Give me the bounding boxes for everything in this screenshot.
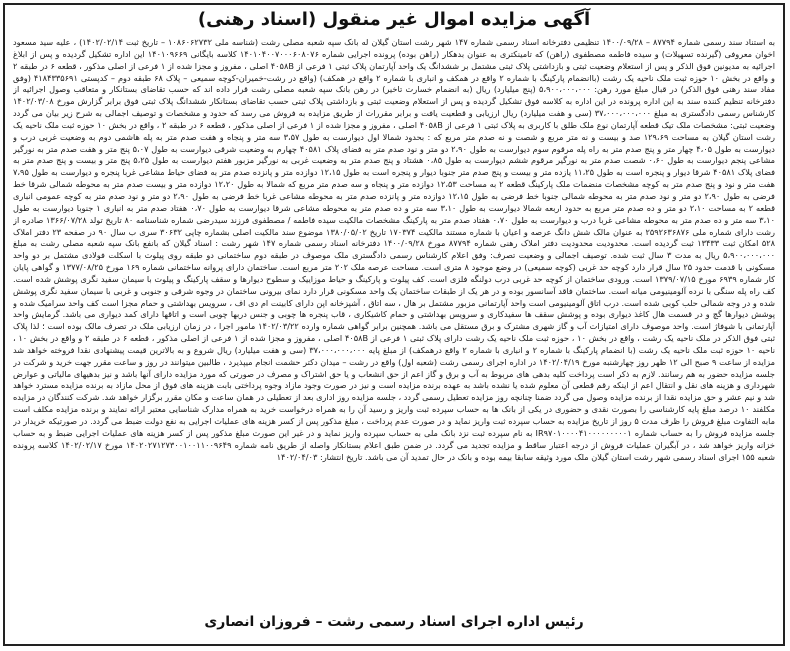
notice-paragraph: به استناد سند رسمی شماره ۸۷۷۹۴ – ۱۴۰۰/۰۹/۲۸ تنظیمی دفترخانه اسناد رسمی شماره ۱۴۷ شهر رشت استان گیلان له بانک سپه شعبه مصلی رشت (شناسه ملی ۱۰۸۶۰۶۲۷۳۲ – تاریخ ثبت ۱۴۰۲/۰۲/۱۴) ، علیه سید مسعود اخوان معروفی (گیرنده تسهیلات) و سیده فاطمه مصطفوی (راهن) که تامینکتری به عنوان بدهکار (راهن بوده) پرونده اجرایی شماره ۱۴۰۱۰۴۰۰۷۰۰۰۶۰۸۰۷۶ کلاسه بایگانی ۱۴۰۱۰۹۶۶۹ این اداره تشکیل گردیده و پس از ابلاغ اجرائیه به مدیونین فوق الذکر و پس از استعلام وضعیت ثبتی و بازداشتی پلاک ثبتی مشتمل بر ششدانگ یک واحد آپارتمان پلاک ثبتی ۱ فرعی از ۴۰۵۸B اصلی ، مفروز و مجزا شده از ۱ فرعی از اصلی مذکور ، قطعه ۶ در طبقه ۲ و واقع در بخش ۱۰ حوزه ثبت ملک ناحیه یک رشت (باانضمام پارکینگ با شماره ۲ واقع در همکف و انباری با شماره ۲ واقع در همکف) (واقع در رشت-خمیران-کوچه سمیعی – پلاک ۶۸ طبقه دوم – کدپستی ۴۱۸۴۳۳۵۶۹۱ (وفق مفاد سند رهنی فوق الذکر) در قبال مبلغ مورد رهن: ۵،۹۰۰،۰۰۰،۰۰۰ (پنج میلیارد) ریال (به انضمام خسارت تاخیر) در رهن بانک سپه شعبه مصلی رشت قرار داده اند که حسب تقاضای بستانکار و متعاقب وصول اجرائیه از دفترخانه تنظیم کننده سند به این اداره پرونده در این اداره به کلاسه فوق تشکیل گردیده و پس از استعلام وضعیت ثبتی و بازداشتی پلاک ثبتی حسب تقاضای بستانکار ششدانگ پلاک ثبتی فوق برابر گزارش مورخ ۱۴۰۲/۰۳/۰۸ کارشناس رسمی دادگستری به مبلغ ۳۷،۰۰۰،۰۰۰،۰۰۰ (سی و هفت میلیارد) ریال ارزیابی و قطعیت یافت و برابر مقررات از طریق مزایده به فروش می رسد که حدود و مشخصات و توصیف اجمالی به شرح زیر بیان می گردد وضعیت ثبتی: مشخصات ملک تیک قطعه آپارتمان نوع ملک طلق با کاربری به پلاک ثبتی ۱ فرعی از ۴۰۵۸B اصلی ، مفروز و مجزا شده از ۱ فرعی از اصلی مذکور ، قطعه ۶ در طبقه ۲ ، واقع در بخش ۱۰ حوزه ثبت ملک ناحیه یک رشت استان گیلان به مساحت ۱۲۹،۶۹ صد و بیست و نه متر مربع و شصت و نه صدم متر مربع که : بحدود شمالا اول دیوارست به طول ۳،۵۷ سه متر و پنجاه و هفت صدم متر به پله هاشمی دوم به وضعیت غربی درب و دیوارست به طول ۴،۰۵ چهار متر و پنج صدم متر به راه پله مرقوم سوم دیوارست به طول ۲،۹۰ دو متر و نود صدم متر به فضای پلاک ۴۰۵۸۱ چهارم به وضعیت شرقی دیوارست به طول ۵،۰۷ پنج متر و هفت صدم متر به نورگیر مشاعی پنجم دیوارست به طول ۰،۶۰ شصت صدم متر به نورگیر مرقوم ششم دیوارست به طول ۰،۸۵ هشتاد و پنج صدم متر به وضعیت غربی به نورگیر مزبور هفتم دیوارست به طول ۵،۲۵ پنج متر و بیست و پنج صدم متر به فضای پلاک ۴۰۵۸۱ شرقا دیوار و پنجره است به طول ۱۱،۲۵ یازده متر و بیست و پنج صدم متر جنوبا دیوار و پنجره است به طول ۱۲،۱۵ دوازده متر و پانزده صدم متر به فضای حیاط مشاعی غربا پنجره و دیوارست به طول ۷،۹۵ هفت متر و نود و پنج صدم متر به کوچه مشخصات منضمات ملک پارکینگ قطعه ۲ به مساحت ۱۲،۵۳ دوازده متر و پنجاه و سه صدم متر مربع که شمالا به طول ۱۲،۲۰ دوازده متر و بیست صدم متر به محوطه شمالی شرقا خط فرضی به طول ۲،۹۰ دو متر و نود صدم متر به محوطه شمالی جنوبا خط فرضی به طول ۱۲،۱۵ دوازده متر و پانزده صدم متر به محوطه مشاعی غربا خط فرضی به طول ۲،۹۰ دو متر و نود صدم متر به کوچه عمومی انباری قطعه ۲ به مساحت ۲،۱۰ دو متر و ده صدم متر مربع به حدود اربعه شمالا دیوارست به طول ۳،۱۰ سه متر و ده صدم متر به محوطه مشاعی شرقا دیوارست به طول ۰،۷۰ هفتاد صدم متر به انباری ۱ جنوبا دیوارست به طول ۳،۱۰ سه متر و ده صدم متر به محوطه مشاعی غربا درب و دیوارست به طول ۰،۷۰ هفتاد صدم متر به پارکینگ مشخصات مالکیت سیده فاطمه / مصطفوی فرزند سیدرضی شماره شناسنامه ۸۰ تاریخ تولد ۱۳۶۶/۰۷/۲۸ صادره از رشت دارای شماره ملی ۲۵۹۲۶۳۶۸۷۶ به عنوان مالک شش دانگ عرصه و اعیان با شماره مستند مالکیت ۱۷۰۳۷۴ تاریخ ۱۳۸۰/۰۵/۰۲ موضوع سند مالکیت اصلی بشماره چاپی ۳۰۶۳۲ سری ب سال ۹۰ در صفحه ۲۳ دفتر املاک ۵۲۸ امکان ثبت ۱۳۴۳۳ ثبت گردیده است. محدودیت محدودیت دفتر املاک رهنی شماره ۸۷۷۹۴ مورخ ۱۴۰۰/۰۹/۲۸ دفترخانه اسناد رسمی شماره ۱۴۷ شهر رشت : اسناد گیلان که بانفع بانک سپه شعبه مصلی رشت به مبلغ ۵،۹۰۰،۰۰۰،۰۰۰ ریال به مدت ۳ سال ثبت شده. توصیف اجمالی و وضعیت تصرف: وفق اعلام کارشناس رسمی دادگستری ملک موصوف در طبقه دوم ساختمانی دو طبقه روی پیلوت با اسکلت فولادی مشتمل بر دو واحد مسکونی با قدمت حدود ۲۵ سال قرار دارد کوچه حد غربی (کوچه سمیعی) در وضع موجود ۸ متری است. مساحت عرصه ملک ۲۰۲ متر مربع است. ساختمان دارای پروانه ساختمانی شماره ۱۶۹ مورخ ۱۳۷۷/۰۸/۲۵ و گواهی پایان کار شماره ۶۹۳۹ مورخ ۱۳۷۹/۰۷/۱۵ است. ورودی ساختمان از کوچه حد غربی درب دولنگه فلزی است. کف پیلوت و پارکینگ و حیاط موزاییک و سطوح دیوارها و سقف پارکینگ و پیلوت با سیمان سفید نگری پوشش شده است. کف راه پله سنگی با نرده آلومینیومی میانه است. ساختمان فاقد آسانسور بوده و در هر یک از طبقات ساختمان یک واحد مسکونی قرار دارد نمای بیرونی ساختمان در وجوه شرقی و جنوبی و غربی با سیمان سفید نگری پوشش شده و در وجه شمالی حلب کوبی شده است. درب اتاق آلومینیومی است واحد آپارتمانی مزبور مشتمل بر هال ، سه اتاق ، آشپزخانه اپن دارای کابینت ام دی اف ، سرویس بهداشتی و حمام مجزا است کف واحد سرامیک شده و پوشش دیوارها گچ و در قسمت هال کاغذ دیواری بوده و پوشش سقف ها سفیدکاری و سرویس بهداشتی و حمام کاشیکاری ، قاب پنجره ها چوبی و جنس دربها چوبی است و اتاقها دارای کمد دیواری می باشد. گرمایش واحد آپارتمانی با شوفاژ است. واحد موصوف دارای امتیازات آب و گاز شهری مشترک و برق مستقل می باشد. همچنین برابر گواهی شماره وارده ۱۴۰۲/۰۳/۲۲ مامور اجرا ، در زمان ارزیابی ملک در تصرف مالک بوده است ؛ لذا پلاک ثبتی فوق الذکر در ملک ناحیه یک رشت ، واقع در بخش ۱۰ ، حوزه ثبت ملک ناحیه یک رشت دارای پلاک ثبتی ۱ فرعی از ۴۰۵۸B اصلی ، مفروز و مجزا شده از ۱ فرعی از اصلی مذکور ، قطعه ۶ در طبقه ۲ و واقع در بخش ۱۰ ، ناحیه ۱۰ حوزه ثبت ملک ناحیه یک رشت (با انضمام پارکینگ با شماره ۲ و انباری با شماره ۲ واقع درهمکف) از مبلغ پایه ۳۷،۰۰۰،۰۰۰،۰۰۰ (سی و هفت میلیارد) ریال شروع و به بالاترین قیمت پیشنهادی نقدا فروخته خواهد شد مزایده از ساعت ۹ صبح الی ۱۲ ظهر روز چهارشنبه مورخ ۱۴۰۲/۰۴/۱۹ در اداره اجرای رسمی رشت (شعبه اول) واقع در رشت – میدان دکتر حشمت انجام میپذیرد ، طالبین میتوانند در روز و ساعت مقرر جهت خرید و شرکت در جلسه مزایده حضور به هم رسانند. لازم به ذکر است پرداخت کلیه بدهی های مربوط به آب و برق و گاز اعم از حق انشعاب و یا حق اشتراک و مصرف در صورتی که مورد مزایده دارای آنها باشد و نیز بدهیهای مالیاتی و عوارض شهرداری و هزینه های نقل و انتقال اعم از اینکه رقم قطعی آن معلوم شده یا نشده باشد به عهده برنده مزایده است و نیز در صورت وجود مازاد وجوه پرداختی بابت هزینه های فوق از محل مازاد به برنده مزایده مسترد خواهد شد و نیم عشر و حق مزایده نقدا از برنده مزایده وصول می گردد ضمنا چنانچه روز مزایده تعطیل رسمی گردد ، جلسه مزایده روز اداری بعد از تعطیلی در همان ساعت و مکان مقرر برگزار خواهد شد. شرکت کنندگان در مزایده مکلفند ۱۰ درصد مبلغ پایه کارشناسی را بصورت نقدی و حضوری در یکی از بانک ها به حساب سپرده ثبت واریز و رسید آن را به همراه درخواست خرید به همراه مدارک شناسایی معتبر ارائه نمایند و برنده مزایده مکلف است مابه التفاوت مبلغ فروش را ظرف مدت ۵ روز از تاریخ مزایده به حساب سپرده ثبت واریز نماید و در صورت عدم پرداخت ، مبلغ مذکور پس از کسر هزینه های عملیات اجرایی به نفع دولت ضبط می گردد. در صورتیکه خریدار در جلسه مزایده فروش را به حساب شماره IR۹۷۰۱۰۰۰۰۴۱۰۰۰۰۰۰۰۰۰۱ به نام سپرده ثبت نزد بانک ملی به حساب سپرده واریز نماید و در غیر این صورت مبلغ مذکور پس از کسر هزینه های عملیات اجرایی ضبط و به حساب خزانه واریز خواهد شد ، در آبگیران عملیات فروش از درجه اعتبار ساقط و مزایده تجدید می گردد. در ضمن طبق اعلام بستانکار واصله از طریق نامه شماره ۱۴۰۲۰۲۷۱۲۷۳۰۰۱۰۰۱۱۰۰۹۶۴۹ مورخ ۱۴۰۲/۰۲/۱۷ کلاسه پرونده شعبه ۱۵۵ اجرای اسناد رسمی شهر رشت استان گیلان ملک مورد وثیقه سابقا بیمه بوده و بانک در حال تمدید آن می باشد. تاریخ انتشار: ۱۴۰۲/۰۴/۰۳ — [13, 37, 775, 462]
notice-body — [13, 37, 775, 597]
notice-title: آگهی مزایده اموال غیر منقول (اسناد رهنی) — [197, 9, 591, 30]
auction-notice — [3, 3, 785, 646]
notice-signature: رئیس اداره اجرای اسناد رسمی رشت – فروزان انصاری — [204, 614, 584, 630]
